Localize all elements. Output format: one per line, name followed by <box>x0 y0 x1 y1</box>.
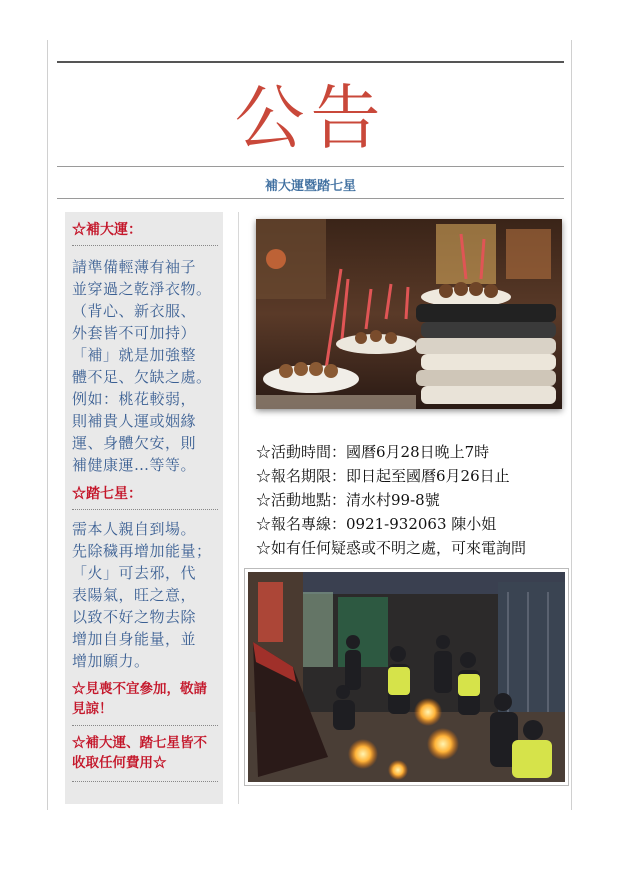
dotted-divider <box>72 781 218 782</box>
top-rule <box>57 61 564 63</box>
subtitle-rule-bottom <box>57 198 564 199</box>
dotted-divider <box>72 245 218 246</box>
column-divider <box>238 212 239 804</box>
subtitle-rule-top <box>57 166 564 167</box>
sidebar <box>65 212 223 804</box>
page-title: 公告 <box>234 77 387 159</box>
section-heading-bu-da-yun: ☆補大運： <box>72 222 142 238</box>
event-time: ☆活動時間：國曆6月28日晚上7時 <box>256 443 490 461</box>
event-location: ☆活動地點：清水村99-8號 <box>256 491 440 509</box>
note-mourning: ☆見喪不宜參加，敬請 見諒！ <box>72 681 207 717</box>
event-info <box>256 440 562 560</box>
dotted-divider <box>72 725 218 726</box>
section-body-ta-qi-xing: 需本人親自到場。 先除穢再增加能量； 「火」可去邪，代 表陽氣，旺之意， 以致不好之物去除 增加自身能量，並 增加願力。 <box>72 520 212 670</box>
dotted-divider <box>72 509 218 510</box>
note-free-of-charge: ☆補大運、踏七星皆不 收取任何費用☆ <box>72 735 207 771</box>
photo-ritual-scene <box>244 568 569 786</box>
section-heading-ta-qi-xing: ☆踏七星： <box>72 486 142 502</box>
page-subtitle: 補大運暨踏七星 <box>264 179 356 194</box>
registration-hotline: ☆報名專線：0921-932063 陳小姐 <box>256 515 497 533</box>
registration-deadline: ☆報名期限：即日起至國曆6月26日止 <box>256 467 510 485</box>
inquiry-note: ☆如有任何疑惑或不明之處，可來電詢問 <box>256 539 527 557</box>
photo-offerings-clothes <box>256 219 562 409</box>
section-body-bu-da-yun: 請準備輕薄有袖子 並穿過之乾淨衣物。 （背心、新衣服、 外套皆不可加持） 「補」就是加強整 體不足、欠缺之處。 例如：桃花較弱， 則補貴人運或姻緣 運、身體欠安，則 補健康運…等等。 <box>72 258 212 474</box>
